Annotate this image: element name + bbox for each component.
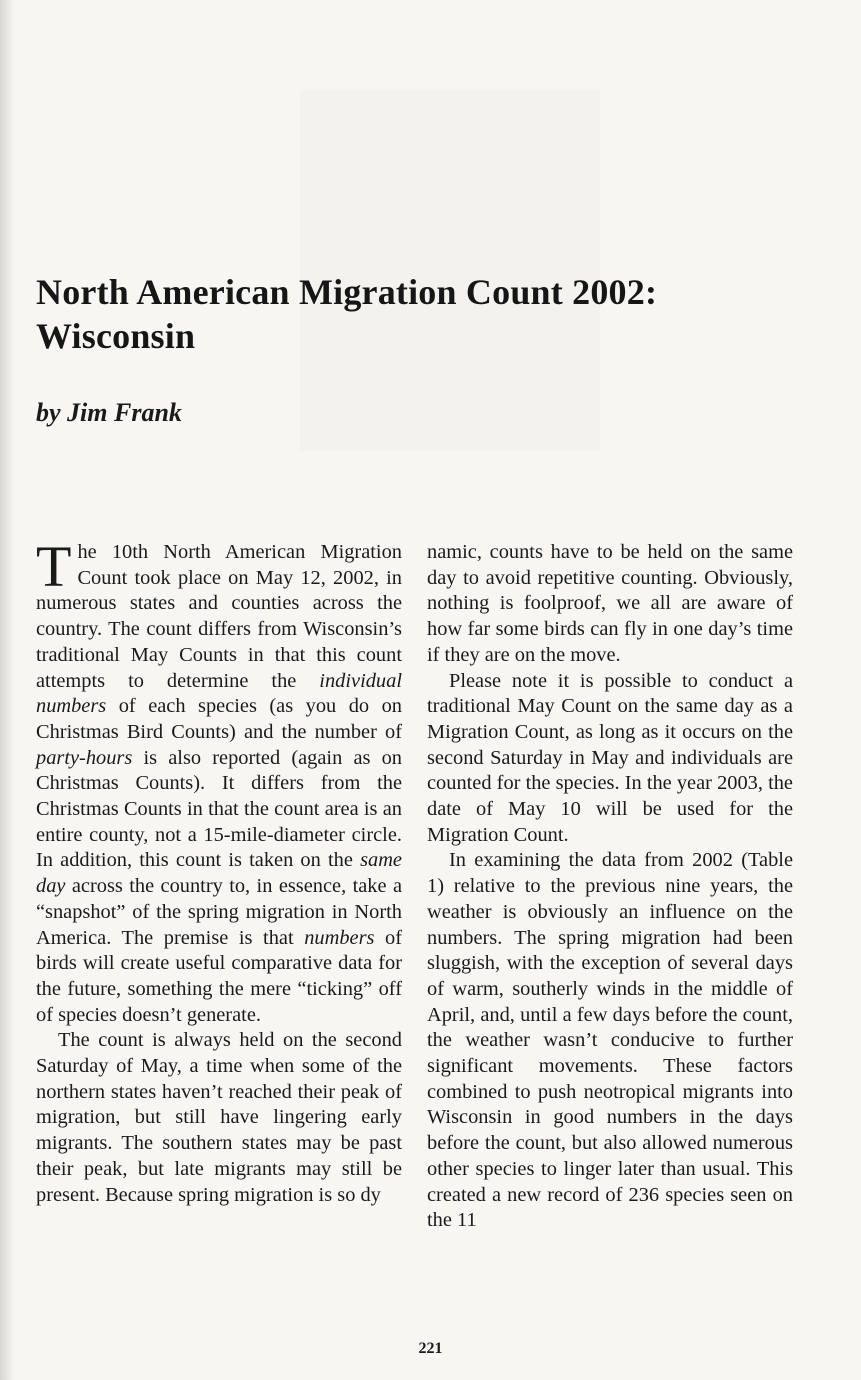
paragraph-1-text-d: across the country to, in essence, take a “snapshot” of the spring migration in North America. The premise is that (36, 875, 402, 949)
paragraph-2-continued: namic, counts have to be held on the same day to avoid repetitive counting. Obviously, nothing is foolproof, we all are aware of how far some birds can fly in one day’s time if they are on the move. (427, 541, 793, 666)
paragraph-4: In examining the data from 2002 (Table 1) relative to the previous nine years, the weather is obviously an influence on the numbers. The spring migration had been sluggish, with the exception of several days of warm, southerly winds in the middle of April, and, until a few days before the count, the weather wasn’t conducive to further significant movements. These factors combined to push neotropical migrants into Wisconsin in good numbers in the days before the count, but also allowed numerous other species to linger later than usual. This created a new record of 236 species seen on the 11 (427, 849, 793, 1232)
byline (36, 397, 182, 429)
article-title-line-2: Wisconsin (36, 316, 196, 356)
drop-cap: T (36, 534, 72, 599)
emphasis-same-day: same day (36, 849, 402, 898)
body-column-left (36, 534, 402, 1208)
paragraph-1-text-c: is also reported (again as on Christmas Counts). It differs from the Christmas Counts in that the count area is an entire county, not a 15-mile-diameter circle. In addition, this count is taken on the (36, 746, 402, 872)
page-gutter-shade (0, 0, 14, 1380)
paragraph-3: Please note it is possible to conduct a traditional May Count on the same day as a Migration Count, as long as it occurs on the second Saturday in May and individuals are counted for the species. In the year 2003, the date of May 10 will be used for the Migration Count. (427, 669, 793, 846)
paragraph-1-text-a: he 10th North American Migration Count took place on May 12, 2002, in numerous states and counties across the country. The count differs from Wisconsin’s traditional May Counts in that this count attempts to determine the (36, 541, 402, 692)
paragraph-2-start: The count is always held on the second Saturday of May, a time when some of the northern states haven’t reached their peak of migration, but still have lingering early migrants. The southern states may be past their peak, but late migrants may still be present. Because spring migration is so dy (36, 1029, 402, 1206)
emphasis-party-hours: party-hours (36, 746, 133, 769)
article-title (36, 270, 816, 358)
article-title-line-1: North American Migration Count 2002: (36, 272, 658, 312)
paragraph-1-text-b: of each species (as you do on Christmas Bird Counts) and the number of (36, 695, 402, 743)
paragraph-1 (36, 534, 402, 1028)
emphasis-numbers: numbers (304, 926, 375, 949)
author-name: Jim Frank (67, 398, 182, 427)
emphasis-individual-numbers: individual numbers (36, 669, 402, 718)
byline-prefix: by (36, 398, 61, 427)
paragraph-1-text-e: of birds will create useful comparative data for the future, something the mere “ticking” off of species doesn’t generate. (36, 926, 402, 1026)
body-column-right (427, 540, 793, 1234)
page-number: 221 (418, 1340, 443, 1357)
